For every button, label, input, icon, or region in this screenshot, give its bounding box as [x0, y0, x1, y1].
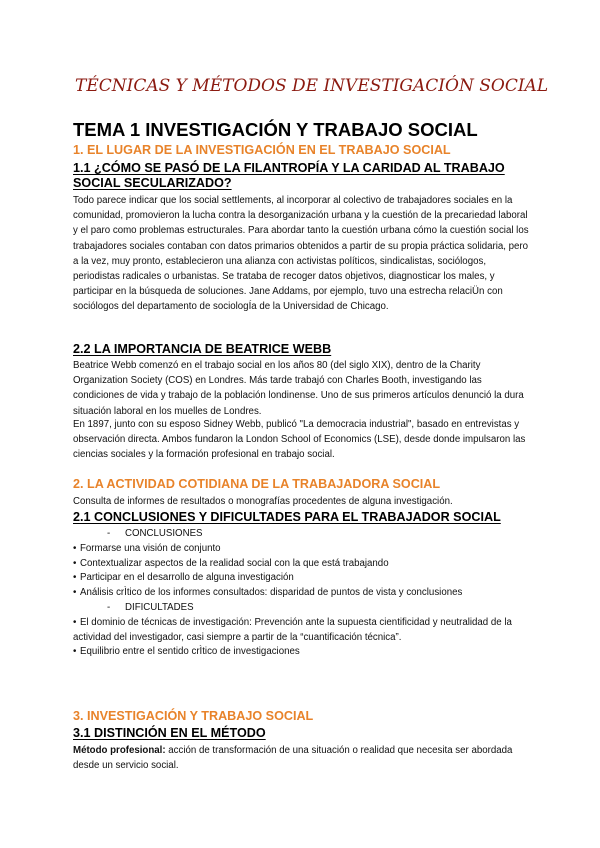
list-item: • Equilibrio entre el sentido crÌtico de investigaciones — [73, 646, 300, 658]
section-2-heading: 2. LA ACTIVIDAD COTIDIANA DE LA TRABAJADORA SOCIAL — [73, 477, 441, 491]
list-item: • El dominio de técnicas de investigación: Prevención ante la supuesta cientificidad y neutralidad de la actividad del investigador, casi siempre a partir de la “cuantificación técnica”. — [73, 616, 512, 643]
list-item: • Formarse una visión de conjunto — [73, 542, 221, 554]
conclusiones-label: CONCLUSIONES — [125, 528, 203, 539]
subsection-2-2-heading: 2.2 LA IMPORTANCIA DE BEATRICE WEBB — [73, 342, 332, 356]
subsection-2-1-heading: 2.1 CONCLUSIONES Y DIFICULTADES PARA EL TRABAJADOR SOCIAL — [73, 510, 501, 524]
beatrice-webb-paragraph-1: Beatrice Webb comenzó en el trabajo social en los años 80 (del siglo XIX), dentro de la Charity Organization Society (COS) en Londres. Más tarde trabajó con Charles Booth, investigando las condiciones de vida y trabajo de la población londinense. Uno de sus primeros artículos denunció la dura situación laboral en los muelles de Londres. — [73, 360, 524, 417]
document-title: TÉCNICAS Y MÉTODOS DE INVESTIGACIÓN SOCIAL — [75, 76, 549, 96]
subsection-1-1-heading: 1.1 ¿CÓMO SE PASÓ DE LA FILANTROPÍA Y LA CARIDAD AL TRABAJO SOCIAL SECULARIZADO? — [73, 161, 505, 190]
conclusiones-dificultades-list — [73, 527, 533, 660]
list-item: • Análisis crÌtico de los informes consultados: disparidad de puntos de vista y conclusiones — [73, 587, 463, 599]
dificultades-label-item: - DIFICULTADES — [107, 601, 194, 613]
metodo-profesional-text: acción de transformación de una situación o realidad que necesita ser abordada desde un servicio social. — [73, 745, 513, 772]
conclusiones-label-item: - CONCLUSIONES — [107, 528, 203, 539]
subsection-1-1-text: Todo parece indicar que los social settlements, al incorporar al colectivo de trabajadores sociales en la comunidad, promovieron la lucha contra la desorganización urbana y la cuestión de la precariedad laboral y el paro como problemas estructurales. Para abordar tanto la cuestión urbana cómo la cuestión social los trabajadores sociales contaban con datos primarios obtenidos a partir de su propia práctica solidaria, pero a la vez, muy pronto, establecieron una alianza con activistas políticos, sindicalistas, sociólogos, periodistas radicales o urbanistas. Se trataba de recoger datos objetivos, diagnosticar los males, y participar en la búsqueda de soluciones. Jane Addams, por ejemplo, tuvo una estrecha relaciÜn con sociólogos del departamento de sociologÍa de la Universidad de Chicago. — [73, 195, 529, 313]
tema-heading: TEMA 1 INVESTIGACIÓN Y TRABAJO SOCIAL — [73, 119, 478, 140]
section-2-intro: Consulta de informes de resultados o monografías procedentes de alguna investigación. — [73, 496, 453, 507]
subsection-3-1-heading: 3.1 DISTINCIÓN EN EL MÉTODO — [73, 726, 266, 740]
metodo-profesional-term: Método profesional: — [73, 745, 166, 756]
dificultades-label: DIFICULTADES — [125, 601, 194, 613]
beatrice-webb-paragraph-2: En 1897, junto con su esposo Sidney Webb, publicó "La democracia industrial", basado en entrevistas y observación directa. Ambos fundaron la London School of Economics (LSE), desde donde impulsaron las ciencias sociales y la formación profesional en trabajo social. — [73, 419, 526, 461]
section-1-heading: 1. EL LUGAR DE LA INVESTIGACIÓN EN EL TRABAJO SOCIAL — [73, 143, 451, 157]
list-item: • Contextualizar aspectos de la realidad social con la que está trabajando — [73, 557, 389, 569]
list-item: • Participar en el desarrollo de alguna investigación — [73, 572, 294, 584]
section-3-heading: 3. INVESTIGACIÓN Y TRABAJO SOCIAL — [73, 709, 314, 723]
metodo-profesional-definition — [73, 743, 533, 773]
